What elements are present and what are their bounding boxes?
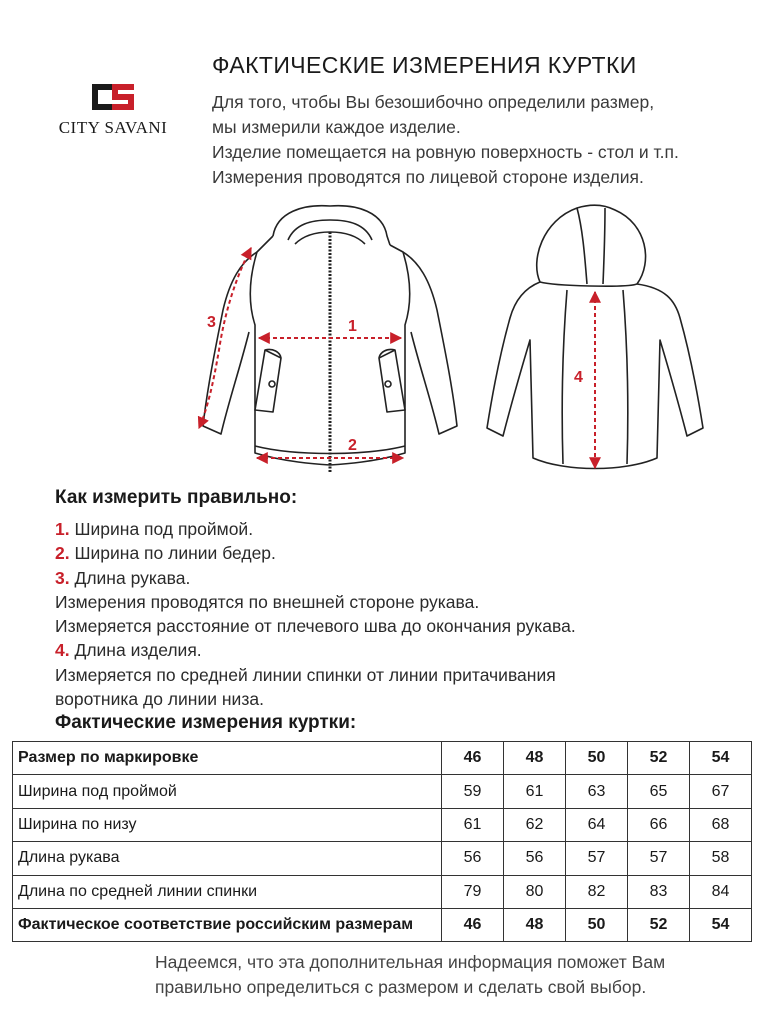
howto-title: Как измерить правильно:	[55, 487, 298, 508]
table-cell: 52	[628, 742, 690, 775]
table-cell: 80	[504, 875, 566, 908]
brand-name: CITY SAVANI	[58, 118, 168, 137]
howto-text: воротника до линии низа.	[55, 689, 264, 710]
table-cell: 84	[690, 875, 752, 908]
table-cell: 62	[504, 808, 566, 841]
row-label: Размер по маркировке	[13, 742, 442, 775]
intro-line: мы измерили каждое изделие.	[212, 117, 461, 137]
table-cell: 82	[566, 875, 628, 908]
howto-item	[55, 687, 576, 711]
howto-text: Длина рукава.	[69, 567, 191, 588]
howto-text: Измерения проводятся по внешней стороне рукава.	[55, 591, 480, 612]
row-label: Фактическое соответствие российским размерам	[13, 908, 442, 941]
howto-item	[55, 566, 576, 590]
jacket-diagram	[185, 200, 705, 485]
table-cell: 50	[566, 908, 628, 941]
table-cell: 61	[442, 808, 504, 841]
table-cell: 67	[690, 775, 752, 808]
intro-text	[212, 90, 679, 190]
size-table	[12, 741, 752, 942]
howto-number: 4.	[55, 640, 70, 661]
table-cell: 56	[504, 842, 566, 875]
howto-item	[55, 638, 576, 662]
table-cell: 64	[566, 808, 628, 841]
intro-line: Изделие помещается на ровную поверхность - стол и т.п.	[212, 142, 679, 162]
table-title: Фактические измерения куртки:	[55, 712, 357, 733]
row-label: Ширина под проймой	[13, 775, 442, 808]
table-row	[13, 775, 752, 808]
table-cell: 57	[566, 842, 628, 875]
brand-logo-mark	[90, 82, 136, 112]
page-title: ФАКТИЧЕСКИЕ ИЗМЕРЕНИЯ КУРТКИ	[212, 52, 637, 78]
row-label: Ширина по низу	[13, 808, 442, 841]
table-cell: 50	[566, 742, 628, 775]
marker-1: 1	[348, 318, 357, 335]
table-cell: 52	[628, 908, 690, 941]
howto-list	[55, 517, 576, 711]
table-cell: 59	[442, 775, 504, 808]
howto-text: Длина изделия.	[69, 640, 202, 661]
table-cell: 63	[566, 775, 628, 808]
table-cell: 46	[442, 742, 504, 775]
howto-item	[55, 663, 576, 687]
table-row	[13, 875, 752, 908]
table-cell: 48	[504, 742, 566, 775]
howto-item	[55, 541, 576, 565]
intro-line: Для того, чтобы Вы безошибочно определили размер,	[212, 92, 655, 112]
row-label: Длина по средней линии спинки	[13, 875, 442, 908]
howto-text: Ширина под проймой.	[69, 519, 254, 539]
howto-item	[55, 517, 576, 541]
footer-line: правильно определиться с размером и сделать свой выбор.	[155, 977, 647, 997]
table-row	[13, 808, 752, 841]
footer-note	[155, 950, 665, 1000]
table-row	[13, 742, 752, 775]
howto-item	[55, 614, 576, 638]
howto-number: 1.	[55, 519, 70, 539]
table-cell: 61	[504, 775, 566, 808]
marker-2: 2	[348, 437, 357, 454]
table-cell: 83	[628, 875, 690, 908]
table-row	[13, 908, 752, 941]
table-cell: 48	[504, 908, 566, 941]
marker-4: 4	[574, 369, 583, 386]
table-cell: 58	[690, 842, 752, 875]
table-cell: 65	[628, 775, 690, 808]
howto-text: Ширина по линии бедер.	[69, 543, 276, 564]
table-cell: 57	[628, 842, 690, 875]
table-cell: 68	[690, 808, 752, 841]
marker-3: 3	[207, 314, 216, 331]
footer-line: Надеемся, что эта дополнительная информация поможет Вам	[155, 952, 666, 972]
table-cell: 56	[442, 842, 504, 875]
howto-number: 3.	[55, 567, 70, 588]
howto-item	[55, 590, 576, 614]
table-cell: 54	[690, 908, 752, 941]
howto-text: Измеряется расстояние от плечевого шва до окончания рукава.	[55, 616, 576, 637]
brand-logo	[48, 82, 178, 138]
howto-number: 2.	[55, 543, 70, 564]
intro-line: Измерения проводятся по лицевой стороне изделия.	[212, 167, 644, 187]
table-row	[13, 842, 752, 875]
table-cell: 79	[442, 875, 504, 908]
table-cell: 66	[628, 808, 690, 841]
row-label: Длина рукава	[13, 842, 442, 875]
howto-text: Измеряется по средней линии спинки от линии притачивания	[55, 664, 556, 685]
table-cell: 54	[690, 742, 752, 775]
table-cell: 46	[442, 908, 504, 941]
